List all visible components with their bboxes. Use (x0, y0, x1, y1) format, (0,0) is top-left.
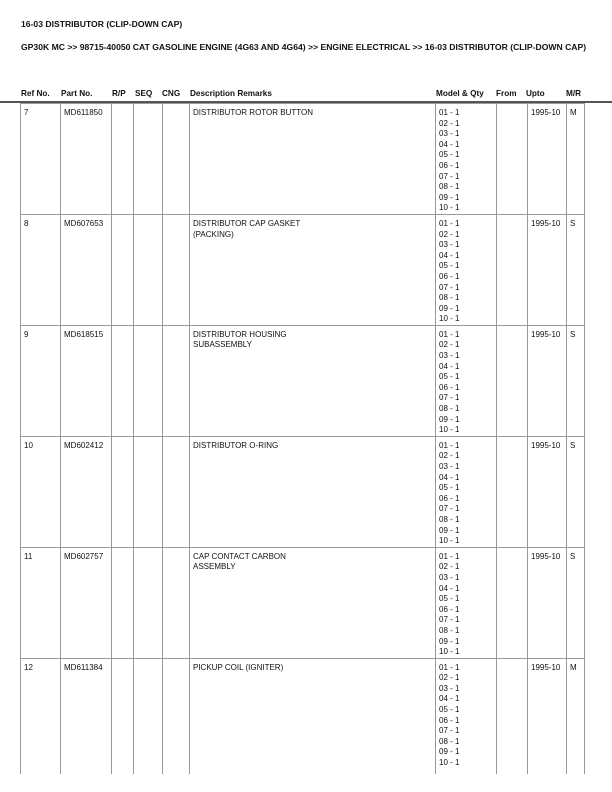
header-seq: SEQ (135, 89, 153, 98)
cell-empty (134, 547, 163, 658)
cell-model: 01 - 1 02 - 1 03 - 1 04 - 1 05 - 1 06 - 1 07 - 1 08 - 1 09 - 1 10 - 1 (436, 325, 497, 436)
cell-empty (163, 436, 190, 547)
cell-part: MD602412 (61, 436, 112, 547)
cell-ref: 11 (21, 547, 61, 658)
cell-empty (163, 325, 190, 436)
cell-mr: M (567, 658, 585, 774)
header-part: Part No. (61, 89, 93, 98)
cell-ref: 12 (21, 658, 61, 774)
cell-mr: S (567, 436, 585, 547)
cell-empty (112, 436, 134, 547)
header-cng: CNG (162, 89, 181, 98)
cell-ref: 8 (21, 214, 61, 325)
cell-desc: DISTRIBUTOR HOUSING SUBASSEMBLY (190, 325, 436, 436)
cell-mr: S (567, 547, 585, 658)
cell-empty (134, 436, 163, 547)
header-desc: Description Remarks (190, 89, 272, 98)
cell-model: 01 - 1 02 - 1 03 - 1 04 - 1 05 - 1 06 - 1 07 - 1 08 - 1 09 - 1 10 - 1 (436, 436, 497, 547)
cell-model: 01 - 1 02 - 1 03 - 1 04 - 1 05 - 1 06 - 1 07 - 1 08 - 1 09 - 1 10 - 1 (436, 658, 497, 774)
cell-from (497, 547, 528, 658)
cell-part: MD611850 (61, 104, 112, 215)
table-row (21, 325, 585, 436)
breadcrumb: GP30K MC >> 98715-40050 CAT GASOLINE ENGINE (4G63 AND 4G64) >> ENGINE ELECTRICAL >> 16-03 DISTRIBUTOR (CLIP-DOWN CAP) (21, 42, 587, 52)
header-rp: R/P (112, 89, 126, 98)
cell-desc: CAP CONTACT CARBON ASSEMBLY (190, 547, 436, 658)
cell-from (497, 104, 528, 215)
cell-empty (112, 214, 134, 325)
cell-desc: DISTRIBUTOR ROTOR BUTTON (190, 104, 436, 215)
cell-empty (163, 104, 190, 215)
cell-desc: PICKUP COIL (IGNITER) (190, 658, 436, 774)
table-row (21, 658, 585, 774)
cell-desc: DISTRIBUTOR CAP GASKET (PACKING) (190, 214, 436, 325)
cell-empty (163, 658, 190, 774)
table-row (21, 547, 585, 658)
cell-mr: S (567, 325, 585, 436)
cell-from (497, 436, 528, 547)
cell-from (497, 214, 528, 325)
cell-from (497, 325, 528, 436)
header-model: Model & Qty (436, 89, 484, 98)
header-upto: Upto (526, 89, 545, 98)
cell-model: 01 - 1 02 - 1 03 - 1 04 - 1 05 - 1 06 - 1 07 - 1 08 - 1 09 - 1 10 - 1 (436, 104, 497, 215)
cell-empty (134, 104, 163, 215)
cell-mr: S (567, 214, 585, 325)
header-from: From (496, 89, 517, 98)
cell-part: MD607653 (61, 214, 112, 325)
cell-model: 01 - 1 02 - 1 03 - 1 04 - 1 05 - 1 06 - 1 07 - 1 08 - 1 09 - 1 10 - 1 (436, 214, 497, 325)
header-mr: M/R (566, 89, 582, 98)
cell-ref: 10 (21, 436, 61, 547)
cell-ref: 7 (21, 104, 61, 215)
cell-empty (134, 214, 163, 325)
table-row (21, 436, 585, 547)
cell-from (497, 658, 528, 774)
cell-empty (134, 658, 163, 774)
cell-empty (163, 547, 190, 658)
cell-empty (134, 325, 163, 436)
page-title: 16-03 DISTRIBUTOR (CLIP-DOWN CAP) (21, 19, 183, 29)
cell-mr: M (567, 104, 585, 215)
cell-upto: 1995-10 (528, 104, 567, 215)
cell-desc: DISTRIBUTOR O-RING (190, 436, 436, 547)
cell-ref: 9 (21, 325, 61, 436)
cell-part: MD611384 (61, 658, 112, 774)
cell-upto: 1995-10 (528, 658, 567, 774)
cell-upto: 1995-10 (528, 214, 567, 325)
table-row (21, 214, 585, 325)
cell-upto: 1995-10 (528, 325, 567, 436)
cell-upto: 1995-10 (528, 547, 567, 658)
cell-upto: 1995-10 (528, 436, 567, 547)
header-ref: Ref No. (21, 89, 50, 98)
cell-empty (112, 547, 134, 658)
cell-empty (163, 214, 190, 325)
cell-part: MD602757 (61, 547, 112, 658)
cell-empty (112, 658, 134, 774)
cell-empty (112, 325, 134, 436)
cell-part: MD618515 (61, 325, 112, 436)
cell-empty (112, 104, 134, 215)
cell-model: 01 - 1 02 - 1 03 - 1 04 - 1 05 - 1 06 - 1 07 - 1 08 - 1 09 - 1 10 - 1 (436, 547, 497, 658)
parts-table (20, 103, 585, 774)
table-row (21, 104, 585, 215)
